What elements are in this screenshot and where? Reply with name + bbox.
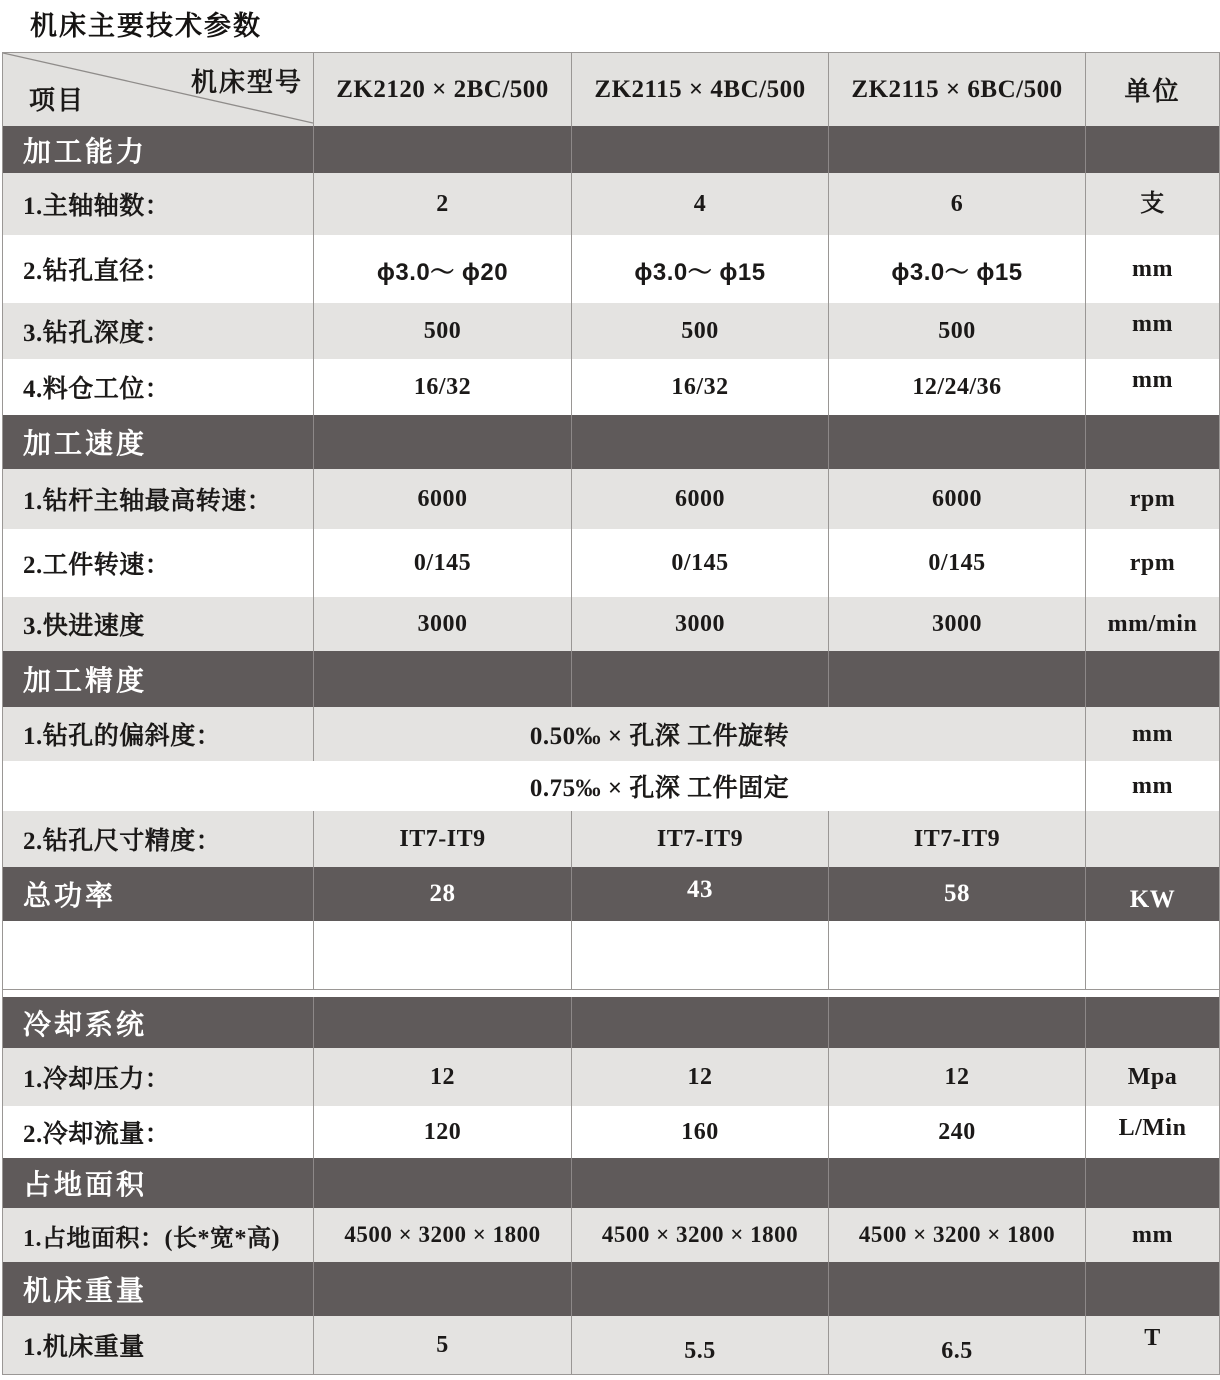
empty-row <box>3 921 1219 990</box>
band-spacer <box>1086 415 1219 469</box>
value-zk2115x6: 0/145 <box>829 529 1086 597</box>
band-spacer <box>572 1158 829 1208</box>
value-zk2115x6: 3000 <box>829 597 1086 651</box>
band-spacer <box>1086 1262 1219 1316</box>
spec-row <box>3 303 1219 359</box>
unit-text: rpm <box>1129 485 1176 512</box>
section-band-processing-speed <box>3 415 1219 469</box>
band-spacer <box>314 651 572 707</box>
unit-cell <box>1086 597 1219 651</box>
section-band-processing-capacity <box>3 126 1219 173</box>
band-spacer <box>829 997 1086 1048</box>
row-label: 2.钻孔直径： <box>3 235 314 303</box>
value-text: 6.5 <box>941 1337 973 1364</box>
value-text: 5.5 <box>684 1337 716 1364</box>
spec-row <box>3 761 1219 811</box>
section-title: 加工速度 <box>3 415 314 469</box>
spec-row <box>3 707 1219 761</box>
row-label: 3.快进速度 <box>3 597 314 651</box>
gap-cell <box>3 990 314 997</box>
value-zk2115x4: 160 <box>572 1106 829 1158</box>
value-zk2115x6: ϕ3.0～ ϕ15 <box>829 235 1086 303</box>
value-zk2120: ϕ3.0～ ϕ20 <box>314 235 572 303</box>
unit-text: rpm <box>1129 549 1176 576</box>
band-spacer <box>829 126 1086 173</box>
value-zk2115x6: 6 <box>829 173 1086 235</box>
unit-cell <box>1086 173 1219 235</box>
unit-cell <box>1086 811 1219 867</box>
value-zk2115x6: 500 <box>829 303 1086 359</box>
section-band-machine-weight <box>3 1262 1219 1316</box>
band-spacer <box>572 415 829 469</box>
band-spacer <box>314 126 572 173</box>
unit-text: KW <box>1129 886 1176 913</box>
value-zk2115x4: 16/32 <box>572 359 829 415</box>
unit-text: mm <box>1132 1221 1173 1248</box>
merged-value: 0.75‰ × 孔深 工件固定 <box>314 761 1086 811</box>
value-zk2120: 4500 × 3200 × 1800 <box>314 1208 572 1262</box>
band-spacer <box>1086 997 1219 1048</box>
unit-text: T <box>1144 1324 1161 1351</box>
row-label: 3.钻孔深度： <box>3 303 314 359</box>
table-gap <box>3 990 1219 997</box>
value-zk2115x6: 240 <box>829 1106 1086 1158</box>
spec-row <box>3 359 1219 415</box>
unit-cell <box>1086 1208 1219 1262</box>
merged-value: 0.50‰ × 孔深 工件旋转 <box>314 707 1086 761</box>
unit-text: L/Min <box>1118 1114 1187 1141</box>
empty-cell <box>829 921 1086 989</box>
empty-cell <box>3 921 314 989</box>
unit-cell <box>1086 469 1219 529</box>
unit-cell <box>1086 1106 1219 1158</box>
unit-cell <box>1086 529 1219 597</box>
unit-cell <box>1086 303 1219 359</box>
unit-text: mm <box>1132 255 1173 282</box>
value-zk2115x6: 4500 × 3200 × 1800 <box>829 1208 1086 1262</box>
row-label: 4.料仓工位： <box>3 359 314 415</box>
section-band-processing-accuracy <box>3 651 1219 707</box>
band-spacer <box>572 651 829 707</box>
band-spacer <box>314 997 572 1048</box>
row-label: 1.机床重量 <box>3 1316 314 1374</box>
spec-row <box>3 469 1219 529</box>
value-zk2115x6 <box>829 1316 1086 1374</box>
row-label: 1.占地面积：(长*宽*高) <box>3 1208 314 1262</box>
spec-row <box>3 235 1219 303</box>
value-zk2115x4: ϕ3.0～ ϕ15 <box>572 235 829 303</box>
value-zk2115x6: 6000 <box>829 469 1086 529</box>
column-header-model-1: ZK2120 × 2BC/500 <box>314 53 572 126</box>
row-label <box>3 761 314 811</box>
band-spacer <box>572 997 829 1048</box>
band-spacer <box>1086 126 1219 173</box>
value-zk2115x6: 12 <box>829 1048 1086 1106</box>
value-zk2120: 3000 <box>314 597 572 651</box>
row-label: 1.冷却压力： <box>3 1048 314 1106</box>
column-header-model-2: ZK2115 × 4BC/500 <box>572 53 829 126</box>
unit-text: mm <box>1132 772 1173 799</box>
band-spacer <box>829 1262 1086 1316</box>
spec-row <box>3 1048 1219 1106</box>
spec-row <box>3 529 1219 597</box>
value-zk2115x6: IT7-IT9 <box>829 811 1086 867</box>
value-zk2120: 500 <box>314 303 572 359</box>
unit-cell <box>1086 867 1219 921</box>
value-zk2115x4: 6000 <box>572 469 829 529</box>
spec-row <box>3 1106 1219 1158</box>
unit-text: mm <box>1132 366 1173 393</box>
unit-cell <box>1086 1048 1219 1106</box>
band-spacer <box>829 1158 1086 1208</box>
section-title: 占地面积 <box>3 1158 314 1208</box>
item-axis-label: 项目 <box>29 86 86 115</box>
unit-text: mm/min <box>1107 610 1198 637</box>
section-title: 机床重量 <box>3 1262 314 1316</box>
unit-text: mm <box>1132 720 1173 747</box>
band-spacer <box>314 415 572 469</box>
unit-text: mm <box>1132 310 1173 337</box>
value-text: 43 <box>687 876 713 903</box>
value-zk2115x4: 4 <box>572 173 829 235</box>
band-spacer <box>829 651 1086 707</box>
row-label: 2.钻孔尺寸精度： <box>3 811 314 867</box>
band-spacer <box>1086 1158 1219 1208</box>
value-zk2115x4: 0/145 <box>572 529 829 597</box>
spec-row <box>3 597 1219 651</box>
section-title: 加工精度 <box>3 651 314 707</box>
empty-cell <box>314 921 572 989</box>
spec-row <box>3 1316 1219 1374</box>
page-title: 机床主要技术参数 <box>30 11 262 41</box>
value-zk2120: 2 <box>314 173 572 235</box>
value-zk2120: 0/145 <box>314 529 572 597</box>
empty-cell <box>572 921 829 989</box>
value-zk2120: 12 <box>314 1048 572 1106</box>
section-band-floor-space <box>3 1158 1219 1208</box>
value-zk2120: 5 <box>314 1316 572 1374</box>
unit-text: 支 <box>1140 190 1165 217</box>
band-spacer <box>1086 651 1219 707</box>
value-zk2120: 16/32 <box>314 359 572 415</box>
spec-row <box>3 173 1219 235</box>
section-band-total-power <box>3 867 1219 921</box>
spec-table <box>2 52 1220 1375</box>
band-spacer <box>314 1158 572 1208</box>
row-label: 1.钻孔的偏斜度： <box>3 707 314 761</box>
section-title: 冷却系统 <box>3 997 314 1048</box>
value-zk2120: 120 <box>314 1106 572 1158</box>
row-label: 1.钻杆主轴最高转速： <box>3 469 314 529</box>
value-zk2115x4: 12 <box>572 1048 829 1106</box>
band-spacer <box>572 126 829 173</box>
section-title: 加工能力 <box>3 126 314 173</box>
unit-text: Mpa <box>1127 1063 1178 1090</box>
column-header-model-3: ZK2115 × 6BC/500 <box>829 53 1086 126</box>
band-spacer <box>829 415 1086 469</box>
unit-cell <box>1086 1316 1219 1374</box>
unit-cell <box>1086 235 1219 303</box>
empty-cell <box>1086 921 1219 989</box>
model-axis-label: 机床型号 <box>190 68 303 97</box>
band-spacer <box>572 1262 829 1316</box>
value-zk2115x6: 12/24/36 <box>829 359 1086 415</box>
unit-cell <box>1086 707 1219 761</box>
value-zk2120: 28 <box>314 867 572 921</box>
column-header-unit: 单位 <box>1086 53 1219 126</box>
spec-row <box>3 1208 1219 1262</box>
value-zk2115x4 <box>572 867 829 921</box>
value-zk2115x4: 3000 <box>572 597 829 651</box>
value-zk2115x4: 4500 × 3200 × 1800 <box>572 1208 829 1262</box>
corner-header-cell <box>3 53 314 126</box>
section-band-cooling-system <box>3 997 1219 1048</box>
table-header-row <box>3 53 1219 126</box>
value-zk2115x4: 500 <box>572 303 829 359</box>
spec-row <box>3 811 1219 867</box>
section-title: 总功率 <box>3 867 314 921</box>
value-zk2115x6: 58 <box>829 867 1086 921</box>
row-label: 2.冷却流量： <box>3 1106 314 1158</box>
band-spacer <box>314 1262 572 1316</box>
row-label: 2.工件转速： <box>3 529 314 597</box>
row-label: 1.主轴轴数： <box>3 173 314 235</box>
unit-cell <box>1086 761 1219 811</box>
value-zk2120: 6000 <box>314 469 572 529</box>
unit-cell <box>1086 359 1219 415</box>
value-zk2115x4: IT7-IT9 <box>572 811 829 867</box>
value-zk2120: IT7-IT9 <box>314 811 572 867</box>
value-zk2115x4 <box>572 1316 829 1374</box>
